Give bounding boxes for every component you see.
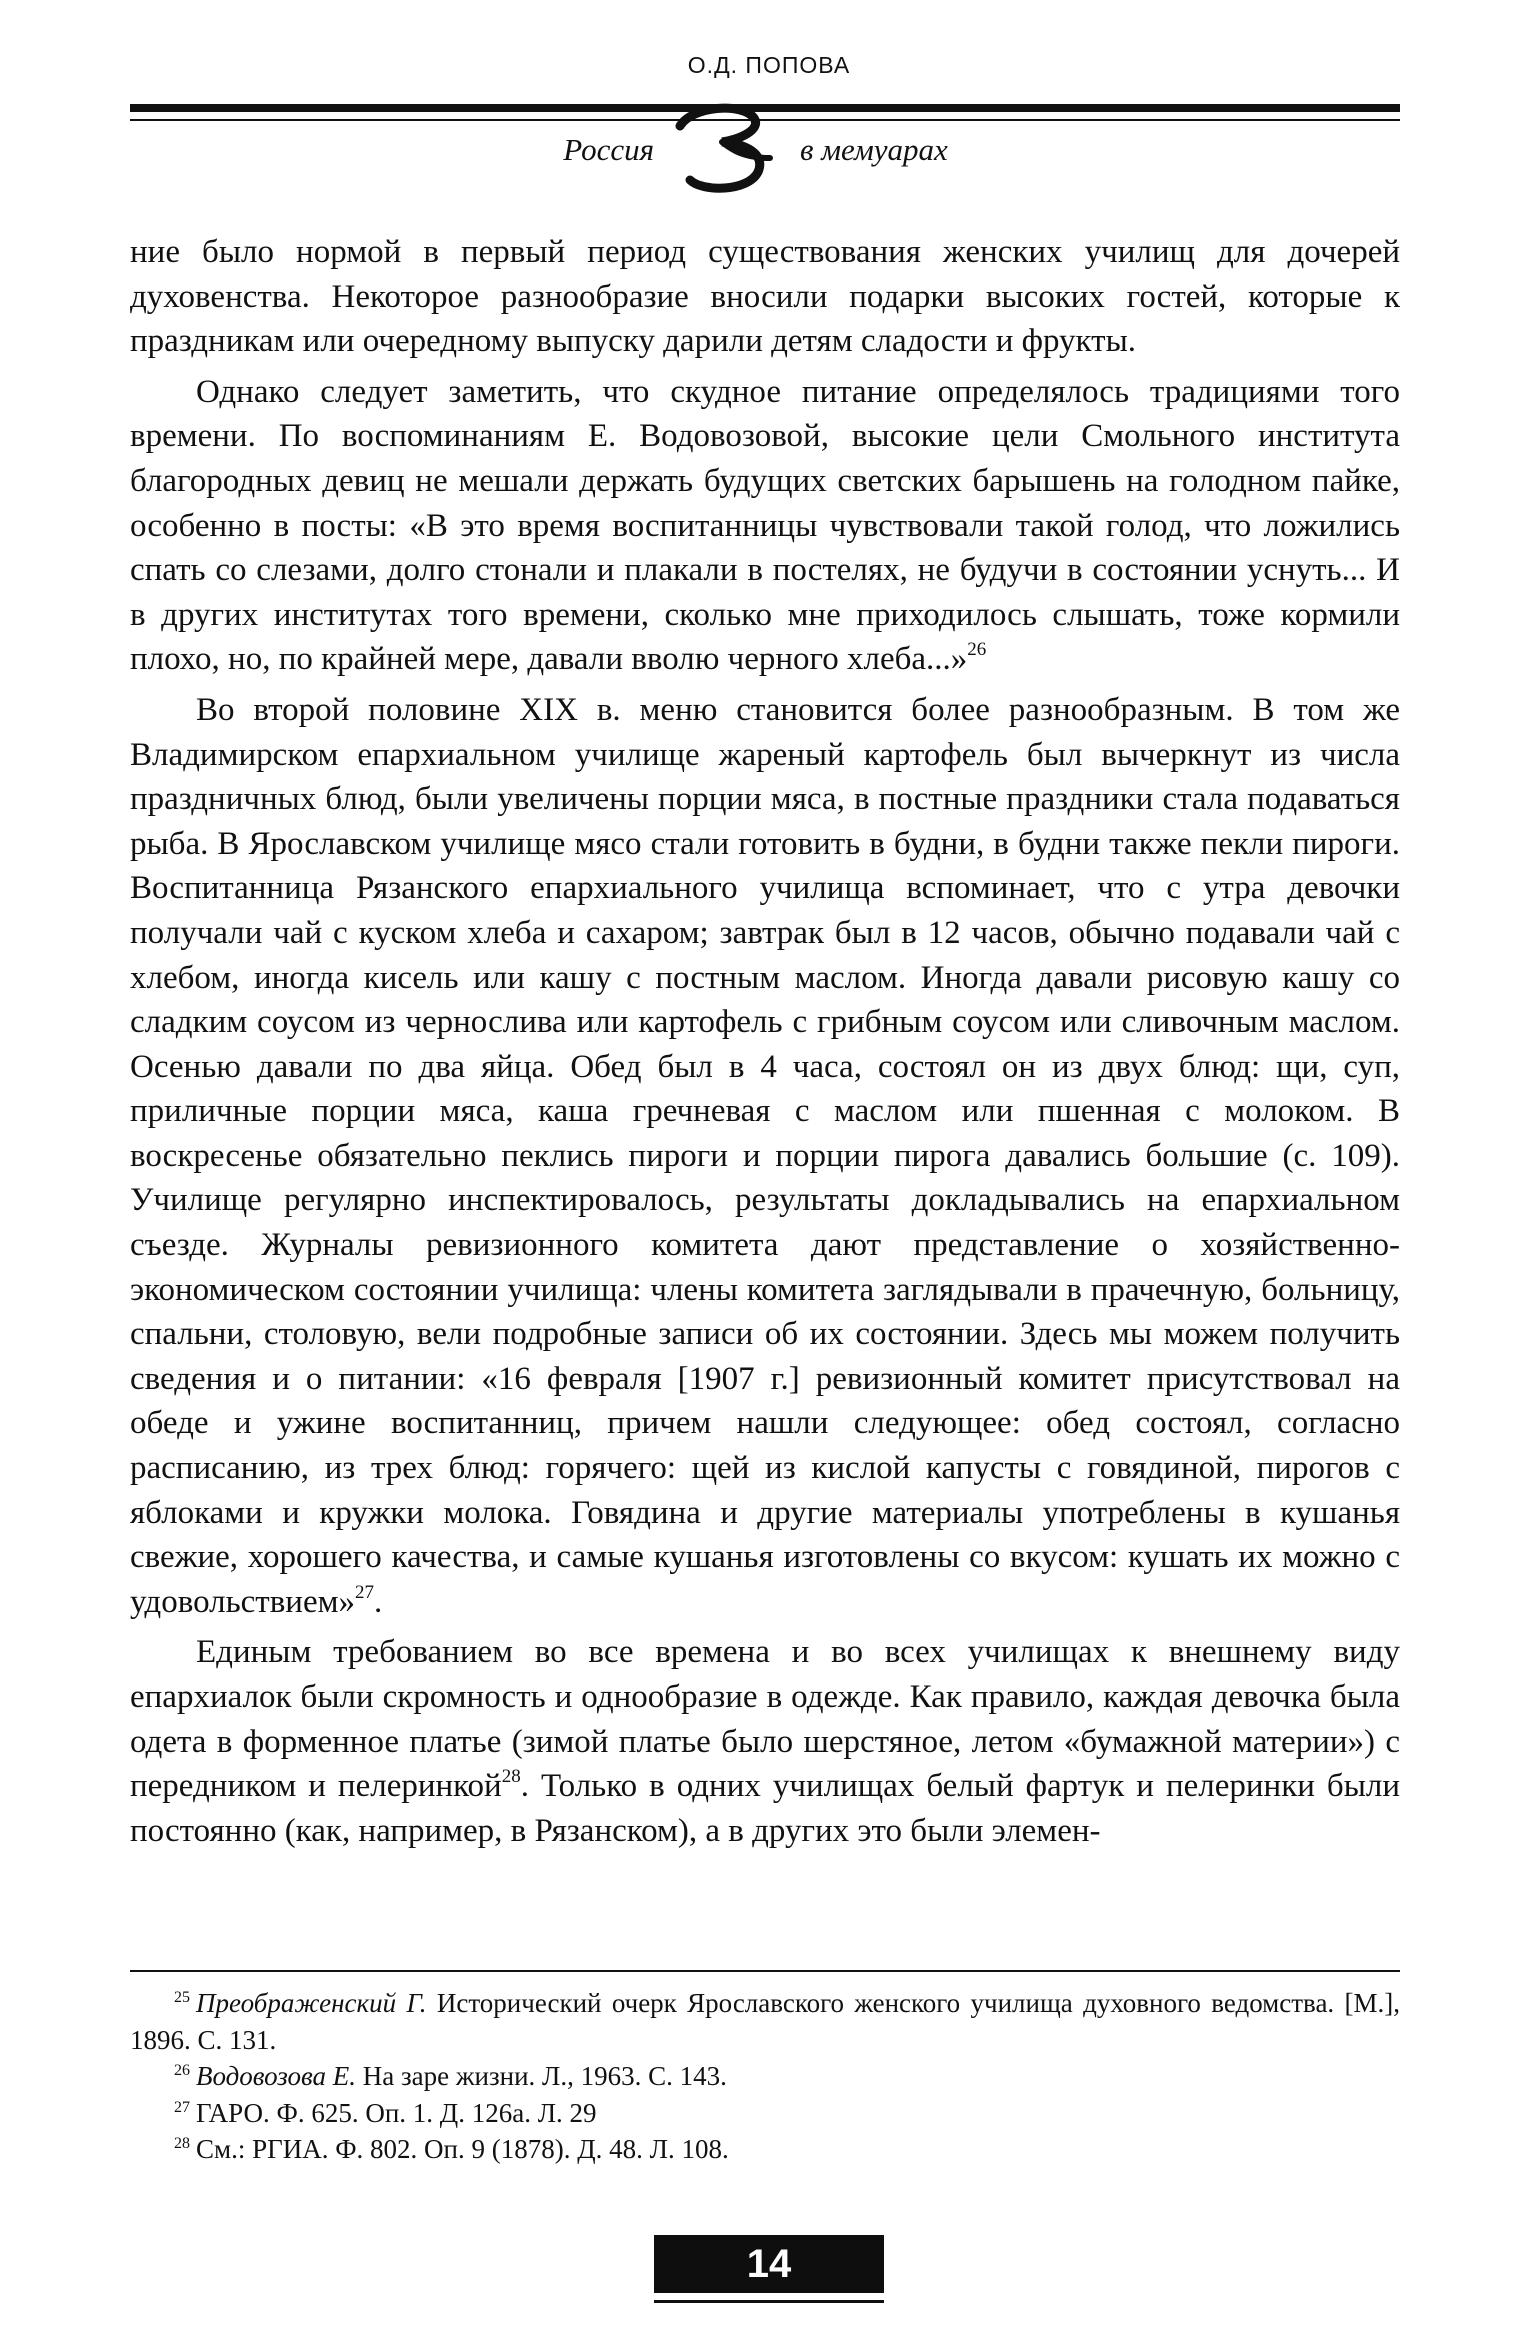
footnote-ref: 26 [967, 639, 987, 661]
series-title-right: в мемуарах [796, 132, 952, 168]
footnote-author: Преображенский Г. [196, 1988, 427, 2018]
footnote-number: 25 [174, 1989, 190, 2006]
series-title [0, 124, 1538, 194]
footnote-text: См.: РГИА. Ф. 802. Оп. 9 (1878). Д. 48. Л. 108. [196, 2134, 729, 2164]
footnote-number: 28 [174, 2135, 190, 2152]
paragraph [130, 688, 1400, 1624]
footnote-ref: 28 [501, 1766, 521, 1788]
paragraph [130, 1630, 1400, 1853]
paragraph [130, 230, 1400, 364]
page-number-underline [654, 2300, 884, 2303]
running-header-author: О.Д. ПОПОВА [687, 52, 851, 78]
footnote-text: ГАРО. Ф. 625. Оп. 1. Д. 126а. Л. 29 [196, 2097, 597, 2128]
paragraph-text: Однако следует заметить, что скудное питание определялось традициями того времени. По воспоминаниям Е. Водовозовой, высокие цели Смольного института благородных девиц не мешали держать будущих светских барышень на голодном пайке, особенно в посты: «В это время воспитанницы чувствовали такой голод, что ложились спать со слезами, долго стонали и плакали в постелях, не будучи в состоянии уснуть... И в других институтах того времени, сколько мне приходилось слышать, тоже кормили плохо, но, по крайней мере, давали вволю черного хлеба...» [130, 373, 1400, 678]
paragraph-text: . [374, 1583, 383, 1620]
paragraph-text: Единым требованием во все времена и во всех училищах к внешнему виду епархиалок были скромность и однообразие в одежде. Как правило, каждая девочка была одета в форменное платье (зимой платье было шерстяное, летом «бумажной материи») с передником и пелеринкой [130, 1634, 1400, 1805]
paragraph [130, 370, 1400, 682]
series-monogram-icon [662, 96, 792, 196]
series-title-left: Россия [559, 132, 658, 168]
main-text [130, 230, 1400, 1859]
footnote [130, 2131, 1400, 2168]
footnote [130, 1985, 1400, 2058]
footnote-number: 27 [174, 2098, 190, 2116]
footnote-text: Исторический очерк Ярославского женского училища духовного ведомства. [М.], 1896. С. 131. [130, 1988, 1401, 2055]
paragraph-text: . Только в одних училищах белый фартук и пелеринки были постоянно (как, например, в Рязанском), а в других это были элемен- [130, 1768, 1400, 1849]
footnote-number: 26 [174, 2062, 190, 2079]
footnote-ref: 27 [355, 1581, 374, 1603]
footnote [130, 2095, 1400, 2132]
footnote-text: На заре жизни. Л., 1963. С. 143. [356, 2061, 727, 2091]
footnote [130, 2058, 1400, 2095]
paragraph-text: ние было нормой в первый период существования женских училищ для дочерей духовенства. Некоторое разнообразие вносили подарки высоких гостей, которые к праздникам или очередному выпуску дарили детям сладости и фрукты. [130, 234, 1400, 360]
footnote-author: Водовозова Е. [196, 2061, 357, 2091]
paragraph-text: Во второй половине XIX в. меню становится более разнообразным. В том же Владимирском епархиальном училище жареный картофель был вычеркнут из числа праздничных блюд, были увеличены порции мяса, в постные праздники стала подаваться рыба. В Ярославском училище мясо стали готовить в будни, в будни также пекли пироги. Воспитанница Рязанского епархиального училища вспоминает, что с утра девочки получали чай с куском хлеба и сахаром; завтрак был в 12 часов, обычно подавали чай с хлебом, иногда кисель или кашу с постным маслом. Иногда давали рисовую кашу со сладким соусом из чернослива или картофель с грибным соусом или сливочным маслом. Осенью давали по два яйца. Обед был в 4 часа, состоял он из двух блюд: щи, суп, приличные порции мяса, каша гречневая с маслом или пшенная с молоком. В воскресенье обязательно пеклись пироги и порции пирога давались большие (с. 109). Училище регулярно инспектировалось, результаты докладывались на епархиальном съезде. Журналы ревизионного комитета дают представление о хозяйственно-экономическом состоянии училища: члены комитета заглядывали в прачечную, больницу, спальни, столовую, вели подробные записи об их состоянии. Здесь мы можем получить сведения и о питании: «16 февраля [1907 г.] ревизионный комитет присутствовал на обеде и ужине воспитанниц, причем нашли следующее: обед состоял, согласно расписанию, из трех блюд: горячего: щей из кислой капусты с говядиной, пирогов с яблоками и кружки молока. Говядина и другие материалы употреблены в кушанья свежие, хорошего качества, и самые кушанья изготовлены со вкусом: кушать их можно с удовольствием» [130, 691, 1400, 1620]
footnotes [130, 1985, 1400, 2168]
footnote-separator [130, 1970, 1400, 1972]
page-number: 14 [654, 2235, 884, 2293]
